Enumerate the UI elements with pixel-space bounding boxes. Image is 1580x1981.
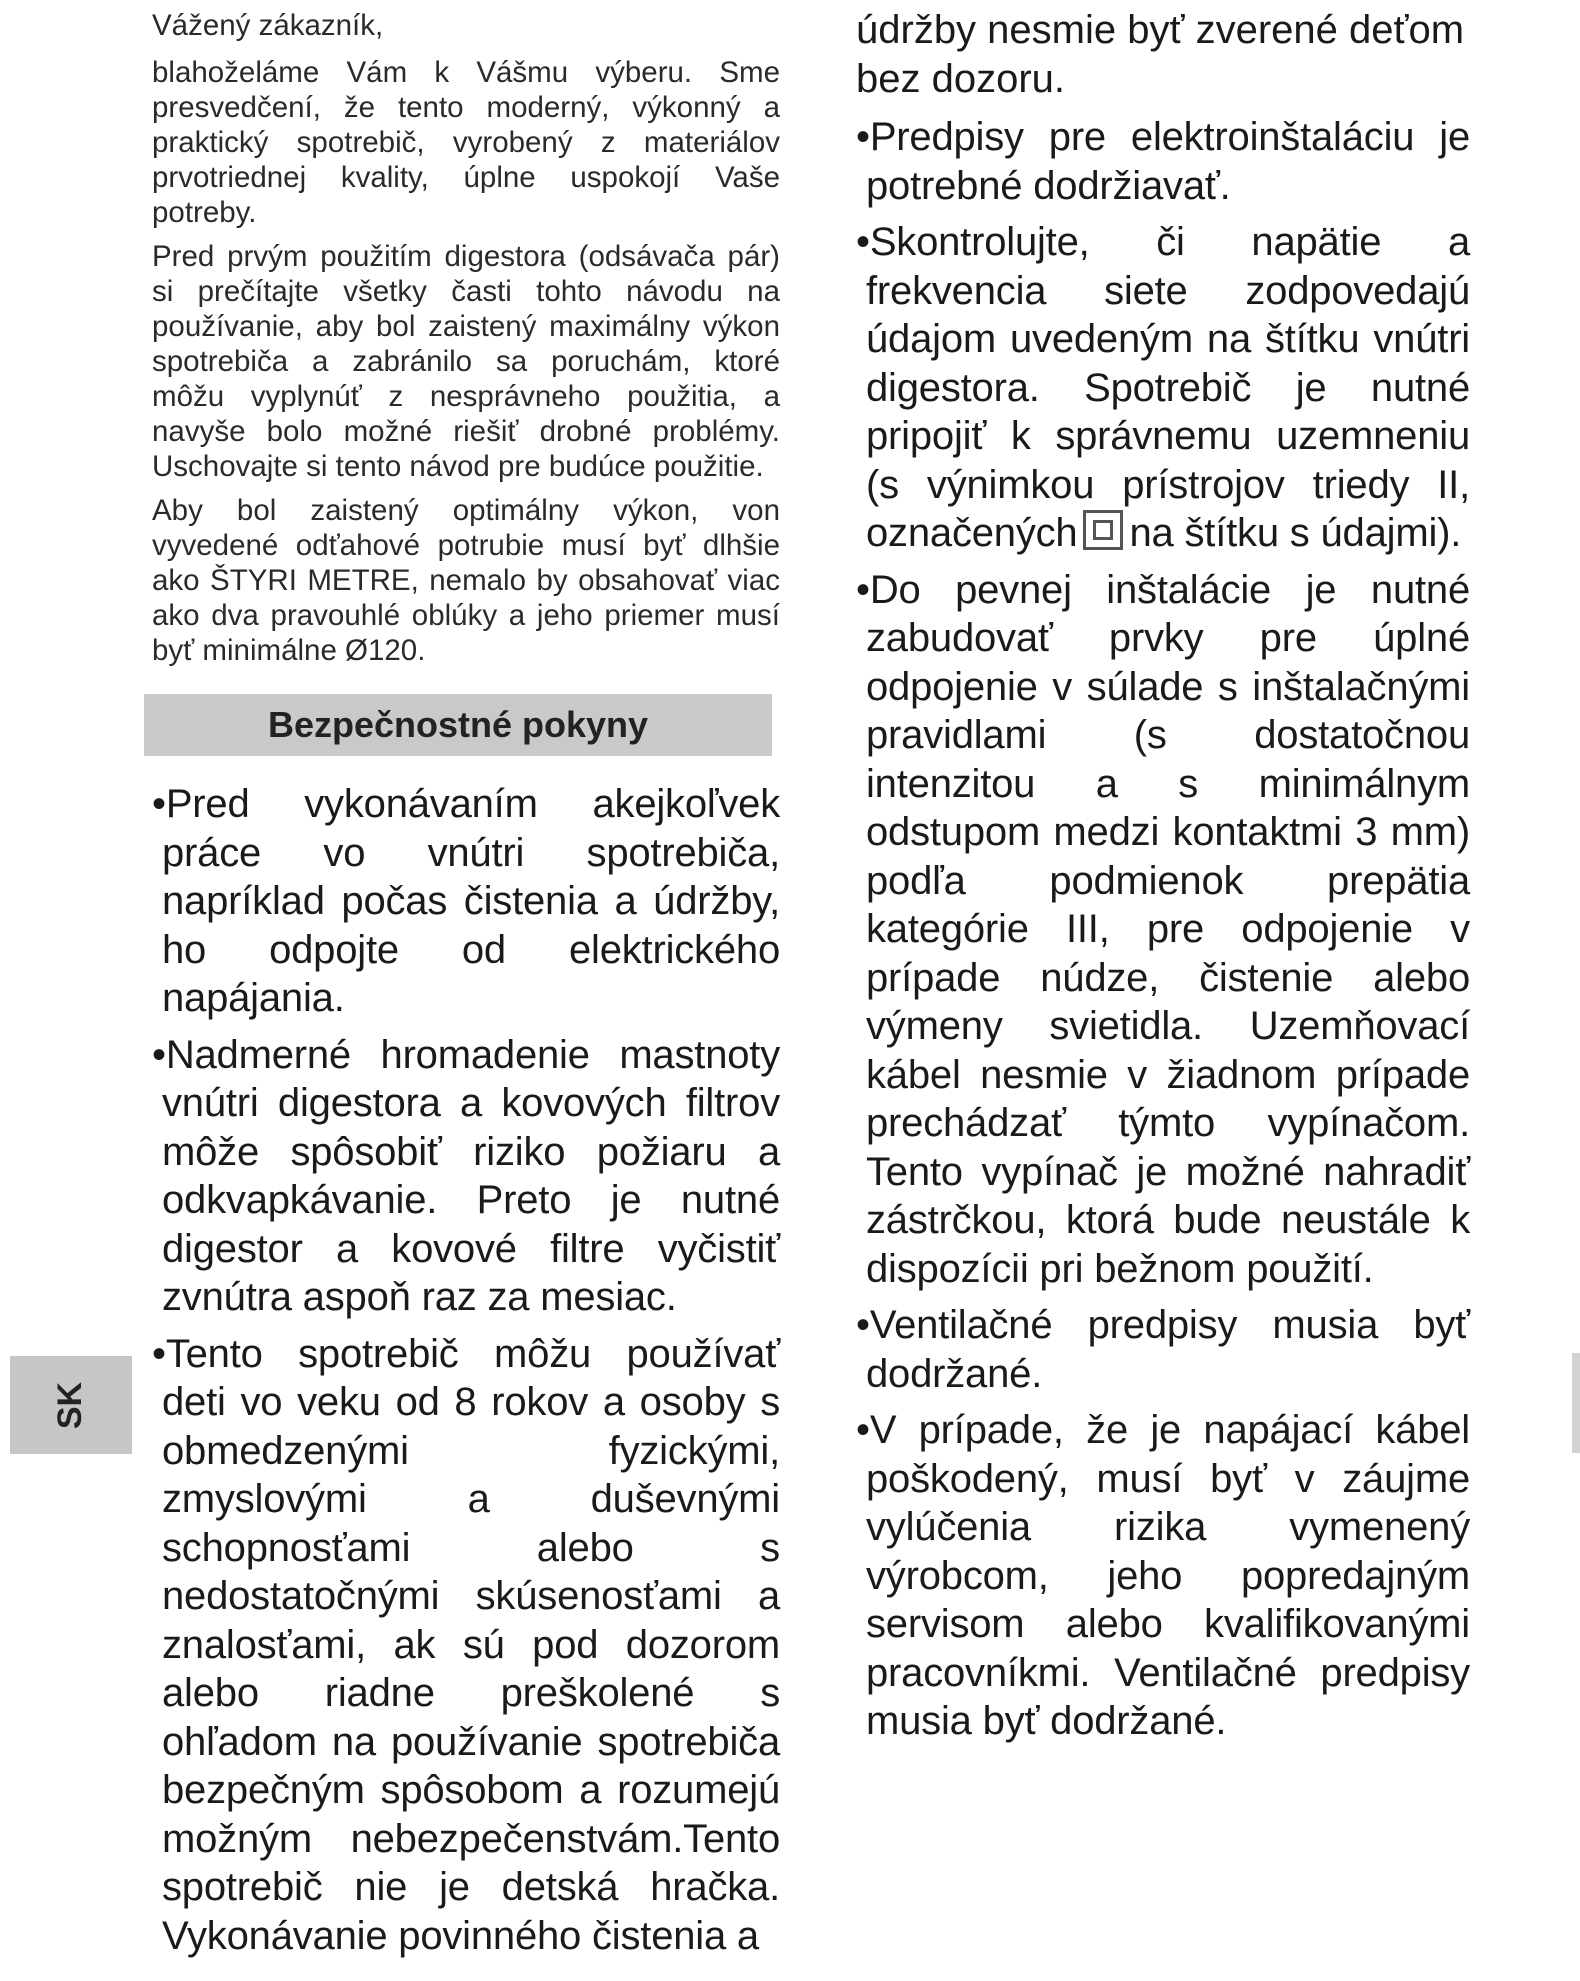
intro-paragraph: Aby bol zaistený optimálny výkon, von vyvedené odťahové potrubie musí byť dlhšie ako ŠTYRI METRE, nemalo by obsahovať viac ako dva pravouhlé oblúky a jeho priemer musí byť minimálne Ø120. (152, 494, 780, 667)
greeting: Vážený zákazník, (152, 9, 384, 42)
section-title: Bezpečnostné pokyny (267, 704, 649, 745)
safety-item: •Tento spotrebič môžu používať deti vo veku od 8 rokov a osoby s obmedzenými fyzickými, zmyslovými a duševnými schopnosťami alebo s nedostatočnými skúsenosťami a znalosťami, ak sú pod dozorom alebo riadne preškolené s ohľadom na používanie spotrebiča bezpečným spôsobom a rozumejú možným nebezpečenstvám.Tento spotrebič nie je detská hračka. Vykonávanie povinného čistenia a (152, 1331, 780, 1958)
safety-section-heading (144, 694, 772, 756)
safety-item: •Skontrolujte, či napätie a frekvencia siete zodpovedajú údajom uvedeným na štítku vnútri digestora. Spotrebič je nutné pripojiť k správnemu uzemneniu (s výnimkou prístrojov triedy II, označených na štítku s údajmi). (856, 220, 1470, 555)
page-edge-mark (1572, 1353, 1580, 1453)
intro (152, 8, 780, 668)
left-column (152, 8, 780, 1968)
safety-item: •Predpisy pre elektroinštaláciu je potrebné dodržiavať. (856, 115, 1470, 208)
continued-text: údržby nesmie byť zverené deťom bez dozoru. (856, 8, 1465, 101)
intro-paragraph: Pred prvým použitím digestora (odsávača pár) si prečítajte všetky časti tohto návodu na používanie, aby bol zaistený maximálny výkon spotrebiča a zabránilo sa poruchám, ktoré môžu vyplynúť z nesprávneho použitia, a navyše bolo možné riešiť drobné problémy. Uschovajte si tento návod pre budúce použitie. (152, 240, 780, 483)
safety-item: •Ventilačné predpisy musia byť dodržané. (856, 1303, 1470, 1396)
intro-paragraph: blahoželáme Vám k Vášmu výberu. Sme presvedčení, že tento moderný, výkonný a praktický spotrebič, vyrobený z materiálov prvotriednej kvality, úplne uspokojí Vaše potreby. (152, 56, 780, 229)
safety-list-left (152, 780, 780, 1960)
bullet-icon: • (856, 567, 870, 612)
bullet-icon: • (856, 1408, 870, 1452)
bullet-icon: • (152, 1331, 166, 1376)
bullet-icon: • (856, 220, 870, 264)
language-code: SK (51, 1381, 90, 1429)
bullet-icon: • (856, 115, 870, 159)
safety-list-right (856, 113, 1470, 1746)
bullet-icon: • (152, 782, 166, 826)
right-column (856, 6, 1470, 1754)
safety-item: •Do pevnej inštalácie je nutné zabudovať prvky pre úplné odpojenie v súlade s inštalačnými pravidlami (s dostatočnou intenzitou a s minimálnym odstupom medzi kontaktmi 3 mm) podľa podmienok prepätia kategórie III, pre odpojenie v prípade núdze, čistenie alebo výmeny svietidla. Uzemňovací kábel nesmie v žiadnom prípade prechádzať týmto vypínačom. Tento vypínač je možné nahradiť zástrčkou, ktorá bude neustále k dispozícii pri bežnom použití. (856, 567, 1470, 1291)
safety-item: •Pred vykonávaním akejkoľvek práce vo vnútri spotrebiča, napríklad počas čistenia a údržby, ho odpojte od elektrického napájania. (152, 782, 780, 1020)
language-tab (10, 1356, 132, 1454)
bullet-icon: • (856, 1303, 870, 1347)
double-square-class-ii-icon (1083, 510, 1123, 550)
safety-item: •V prípade, že je napájací kábel poškodený, musí byť v záujme vylúčenia rizika vymenený výrobcom, jeho popredajným servisom alebo kvalifikovanými pracovníkmi. Ventilačné predpisy musia byť dodržané. (856, 1408, 1470, 1743)
bullet-icon: • (152, 1032, 166, 1077)
safety-item: •Nadmerné hromadenie mastnoty vnútri digestora a kovových filtrov môže spôsobiť riziko požiaru a odkvapkávanie. Preto je nutné digestor a kovové filtre vyčistiť zvnútra aspoň raz za mesiac. (152, 1032, 780, 1319)
